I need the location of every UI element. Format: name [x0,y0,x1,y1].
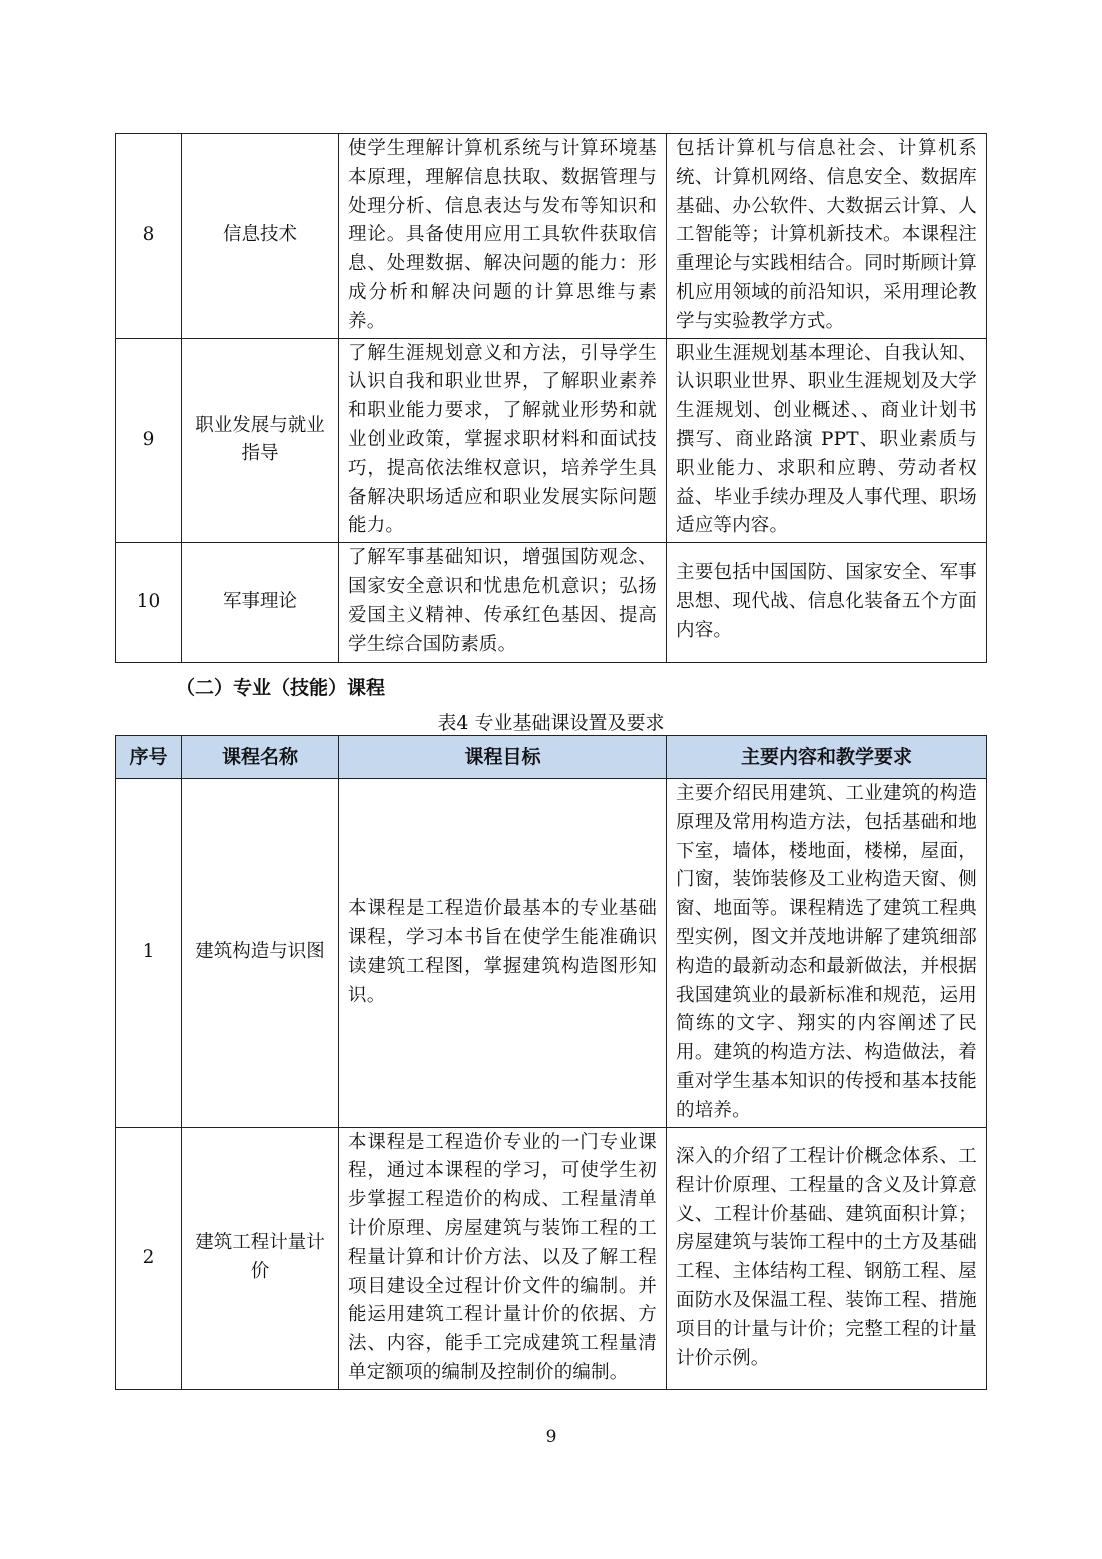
course-content: 深入的介绍了工程计价概念体系、工程计价原理、工程量的含义及计算意义、工程计价基础、建筑面积计算；房屋建筑与装饰工程中的土方及基础工程、主体结构工程、钢筋工程、屋面防水及保温工程、装饰工程、措施项目的计量与计价；完整工程的计量计价示例。 [667,1127,987,1389]
table-caption: 表4 专业基础课设置及要求 [437,712,665,734]
course-goal: 了解生涯规划意义和方法，引导学生认识自我和职业世界，了解职业素养和职业能力要求，了解就业形势和就业创业政策，掌握求职材料和面试技巧，提高依法维权意识，培养学生具备解决职场适应和职业发展实际问题能力。 [339,338,667,543]
course-goal: 了解军事基础知识，增强国防观念、国家安全意识和忧患危机意识；弘扬爱国主义精神、传承红色基因、提高学生综合国防素质。 [339,543,667,663]
professional-basic-course-table [115,735,987,1390]
row-number: 8 [116,134,182,339]
course-table-continued [115,133,987,663]
course-content: 主要介绍民用建筑、工业建筑的构造原理及常用构造方法，包括基础和地下室，墙体，楼地面，楼梯，屋面，门窗，装饰装修及工业构造天窗、侧窗、地面等。课程精选了建筑工程典型实例，图文并茂地讲解了建筑细部构造的最新动态和最新做法，并根据我国建筑业的最新标准和规范，运用简练的文字、翔实的内容阐述了民用。建筑的构造方法、构造做法，着重对学生基本知识的传授和基本技能的培养。 [667,779,987,1128]
course-goal: 本课程是工程造价专业的一门专业课程，通过本课程的学习，可使学生初步掌握工程造价的构成、工程量清单计价原理、房屋建筑与装饰工程的工程量计算和计价方法、以及了解工程项目建设全过程计价文件的编制。并能运用建筑工程计量计价的依据、方法、内容，能手工完成建筑工程量清单定额项的编制及控制价的编制。 [339,1127,667,1389]
course-goal: 本课程是工程造价最基本的专业基础课程，学习本书旨在使学生能准确识读建筑工程图，掌握建筑构造图形知识。 [339,779,667,1128]
course-content: 主要包括中国国防、国家安全、军事思想、现代战、信息化装备五个方面内容。 [667,543,987,663]
course-name: 职业发展与就业指导 [182,338,339,543]
section-heading: （二）专业（技能）课程 [176,677,386,699]
table-row [116,543,987,663]
table-row [116,134,987,339]
course-content: 包括计算机与信息社会、计算机系统、计算机网络、信息安全、数据库基础、办公软件、大数据云计算、人工智能等；计算机新技术。本课程注重理论与实践相结合。同时斯顾计算机应用领域的前沿知识，采用理论教学与实验教学方式。 [667,134,987,339]
course-name: 军事理论 [182,543,339,663]
course-name: 信息技术 [182,134,339,339]
header-course-name: 课程名称 [182,736,339,779]
table-row [116,1127,987,1389]
row-number: 10 [116,543,182,663]
row-number: 9 [116,338,182,543]
table-row [116,338,987,543]
course-name: 建筑工程计量计价 [182,1127,339,1389]
header-number: 序号 [116,736,182,779]
course-name: 建筑构造与识图 [182,779,339,1128]
header-course-content: 主要内容和教学要求 [667,736,987,779]
row-number: 1 [116,779,182,1128]
course-goal: 使学生理解计算机系统与计算环境基本原理，理解信息扶取、数据管理与处理分析、信息表达与发布等知识和理论。具备使用应用工具软件获取信息、处理数据、解决问题的能力：形成分析和解决问题的计算思维与素养。 [339,134,667,339]
header-course-goal: 课程目标 [339,736,667,779]
course-content: 职业生涯规划基本理论、自我认知、认识职业世界、职业生涯规划及大学生涯规划、创业概述、、商业计划书撰写、商业路演 PPT、职业素质与职业能力、求职和应聘、劳动者权益、毕业手续办理及人事代理、职场适应等内容。 [667,338,987,543]
table-header-row [116,736,987,779]
table-row [116,779,987,1128]
row-number: 2 [116,1127,182,1389]
page-number: 9 [545,1427,557,1447]
